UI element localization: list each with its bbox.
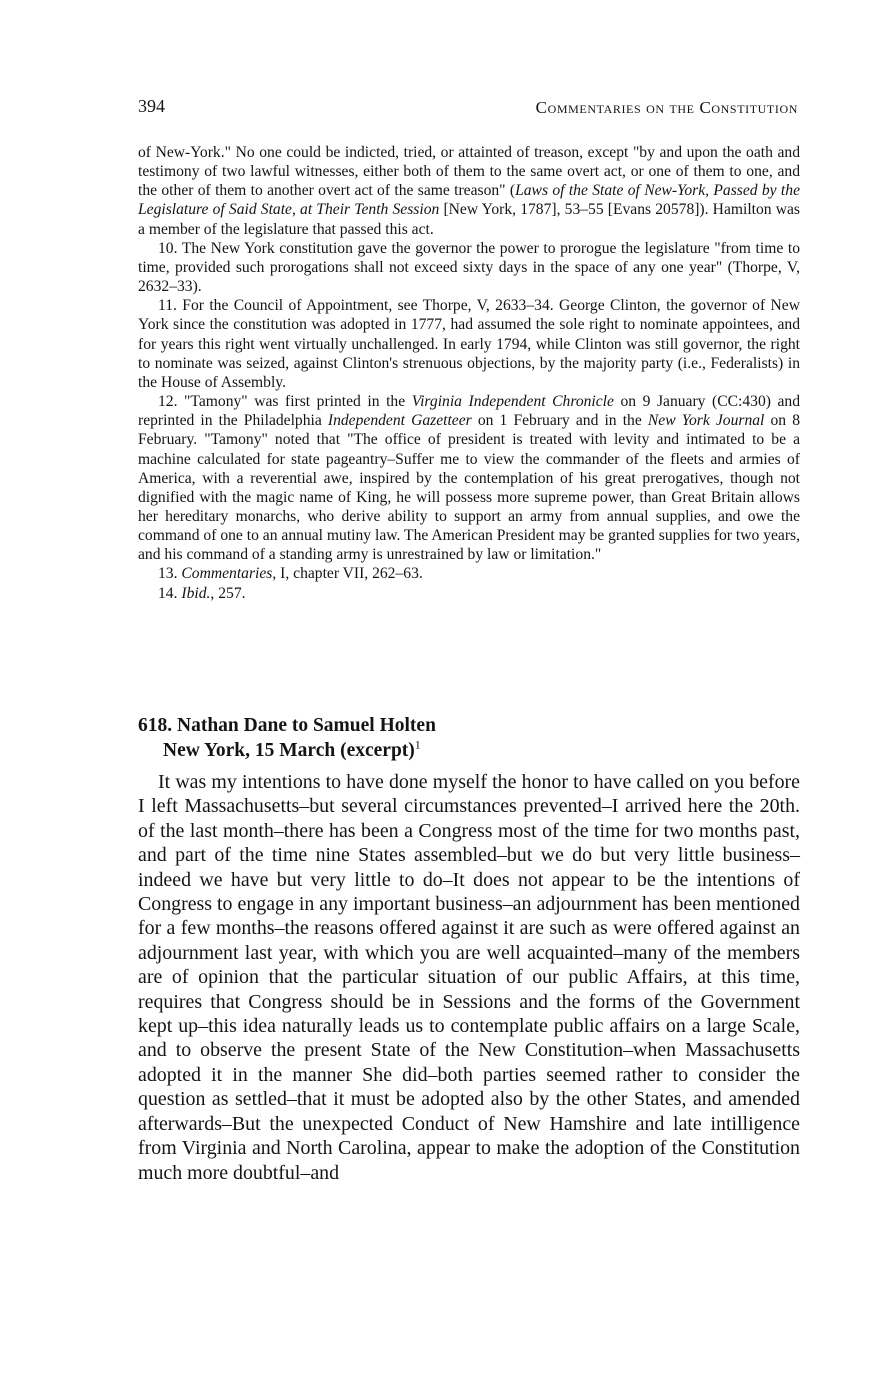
note-9-continuation: of New-York." No one could be indicted, tried, or attainted of treason, except "by and upon the oath and testimony of two lawful witnesses, either both of them to the same overt act, or one of them to one, and the other of them to another overt act of the same treason" (Laws of the State of New-York, Passed by the Legislature of Said State, at Their Tenth Session [New York, 1787], 53–55 [Evans 20578]). Hamilton was a member of the legislature that passed this act.: [138, 144, 800, 238]
footnote-reference: 1: [414, 737, 421, 752]
note-10: 10. The New York constitution gave the governor the power to prorogue the legislature "from time to time, provided such prorogations shall not exceed sixty days in the space of any one year" (Thorpe, V, 2632–33).: [138, 239, 800, 296]
note-14: 14. Ibid., 257.: [158, 584, 246, 602]
document-heading: [138, 713, 800, 763]
document-title: 618. Nathan Dane to Samuel Holten: [138, 715, 436, 736]
note-13: 13. Commentaries, I, chapter VII, 262–63.: [158, 565, 423, 583]
note-11: 11. For the Council of Appointment, see Thorpe, V, 2633–34. George Clinton, the governor of New York since the constitution was adopted in 1777, had assumed the sole right to nominate appointees, and for years this right went virtually unchallenged. In early 1794, while Clinton was still governor, the right to nominate was seized, against Clinton's strenuous objections, by the majority party (i.e., Federalists) in the House of Assembly.: [138, 297, 800, 391]
letter-paragraph: It was my intentions to have done myself the honor to have called on you before I left Massachusetts–but several circumstances prevented–I arrived here the 20th. of the last month–there has been a Congress most of the time for two months past, and part of the time nine States assembled–but we do but very little business–indeed we have but very little to do–It does not appear to be the intentions of Congress to engage in any important business–an adjournment has been mentioned for a few months–the reasons offered against it are such as were offered against an adjournment last year, with which you are well acquainted–many of the members are of opinion that the particular situation of our public Affairs, at this time, requires that Congress should be in Sessions and the forms of the Government kept up–this idea naturally leads us to contemplate public affairs on a large Scale, and to observe the present State of the New Constitution–when Massachusetts adopted it in the manner She did–both parties seemed rather to consider the question as settled–that it must be adopted also by the other States, and amended afterwards–But the unexpected Conduct of New Hamshire and late intilligence from Virginia and North Carolina, appear to make the adoption of the Constitution much more doubtful–and: [138, 771, 800, 1184]
note-12: 12. "Tamony" was first printed in the Virginia Independent Chronicle on 9 January (CC:430) and reprinted in the Philadelphia Independent Gazetteer on 1 February and in the New York Journal on 8 February. "Tamony" noted that "The office of president is treated with levity and intimated to be a machine calculated for state pageantry–Suffer me to view the commander of the fleets and armies of America, with a reverential awe, inspired by the contemplation of his great prerogatives, though not dignified with the magic name of King, he will possess more supreme power, than Great Britain allows her hereditary monarchs, who derive ability to support an army from annual supplies, and owe the command of one to an annual mutiny law. The American President may be granted supplies for two years, and his command of a standing army is unrestrained by law or limitation.": [138, 393, 801, 564]
running-head: [138, 96, 798, 120]
running-title: Commentaries on the Constitution: [535, 98, 798, 117]
page-number: 394: [138, 96, 165, 116]
endnotes: [138, 143, 800, 603]
document-dateline: New York, 15 March (excerpt)$^1$: [163, 737, 421, 761]
letter-body: [138, 770, 800, 1185]
